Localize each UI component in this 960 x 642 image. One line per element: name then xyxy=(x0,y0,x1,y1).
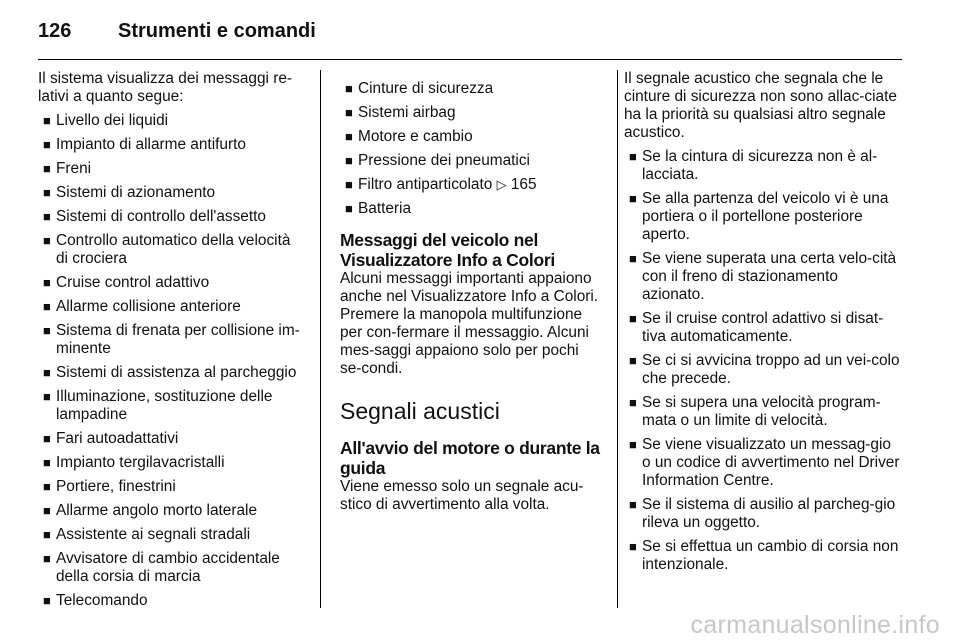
list-item: ■ Assistente ai segnali stradali xyxy=(43,526,251,543)
bullet-icon: ■ xyxy=(345,81,353,96)
bullet-icon: ■ xyxy=(345,153,353,168)
list-item: ■ Cruise control adattivo xyxy=(43,274,210,291)
section-subheading: All'avvio del motore o durante la guida xyxy=(340,438,600,478)
bullet-icon: ■ xyxy=(629,191,637,206)
bullet-icon: ■ xyxy=(629,251,637,266)
header-rule xyxy=(38,59,902,60)
list-item: ■ Sistemi di azionamento xyxy=(43,184,216,201)
bullet-icon: ■ xyxy=(43,161,51,176)
bullet-icon: ■ xyxy=(43,113,51,128)
intro-paragraph: Il segnale acustico che segnala che le cinture di sicurezza non sono allac-ciate ha la priorità su qualsiasi altro segnale acustico. xyxy=(624,70,897,141)
message-list xyxy=(38,112,300,610)
bullet-icon: ■ xyxy=(43,299,51,314)
list-item: ■ Telecomando xyxy=(43,592,148,609)
bullet-icon: ■ xyxy=(43,185,51,200)
list-item: ■ Se la cintura di sicurezza non è al-lacciata. xyxy=(629,148,878,183)
list-item: ■ Illuminazione, sostituzione delle lampadine xyxy=(43,388,273,423)
list-item: ■ Livello dei liquidi xyxy=(43,112,169,129)
xref-triangle-icon[interactable]: ▷ xyxy=(496,177,507,192)
list-item: ■ Freni xyxy=(43,160,92,177)
bullet-icon: ■ xyxy=(345,105,353,120)
bullet-icon: ■ xyxy=(43,389,51,404)
list-item: ■ Se viene superata una certa velo-cità con il freno di stazionamento azionato. xyxy=(629,250,897,303)
column-2 xyxy=(340,70,604,514)
intro-paragraph: Il sistema visualizza dei messaggi re-lativi a quanto segue: xyxy=(38,70,293,105)
bullet-icon: ■ xyxy=(345,129,353,144)
list-item: ■ Se il cruise control adattivo si disat-tiva automaticamente. xyxy=(629,310,884,345)
bullet-icon: ■ xyxy=(345,177,353,192)
bullet-icon: ■ xyxy=(629,395,637,410)
bullet-icon: ■ xyxy=(43,431,51,446)
bullet-icon: ■ xyxy=(43,233,51,248)
list-item: ■ Sistemi di controllo dell'assetto xyxy=(43,208,266,225)
bullet-icon: ■ xyxy=(629,497,637,512)
list-item: ■ Cinture di sicurezza xyxy=(345,80,494,97)
list-item: ■ Fari autoadattativi xyxy=(43,430,179,447)
bullet-icon: ■ xyxy=(43,527,51,542)
running-title: Strumenti e comandi xyxy=(118,20,316,42)
list-item: ■ Batteria xyxy=(345,200,412,217)
column-divider-1 xyxy=(320,70,321,608)
section-subheading: Messaggi del veicolo nel Visualizzatore Info a Colori xyxy=(340,230,555,270)
column-divider-2 xyxy=(617,70,618,608)
body-paragraph: Viene emesso solo un segnale acu-stico di avvertimento alla volta. xyxy=(340,478,584,513)
page-number: 126 xyxy=(38,20,72,42)
bullet-icon: ■ xyxy=(345,201,353,216)
list-item: ■ Sistema di frenata per collisione im-minente xyxy=(43,322,300,357)
bullet-icon: ■ xyxy=(43,503,51,518)
list-item: ■ Sistemi di assistenza al parcheggio xyxy=(43,364,297,381)
bullet-icon: ■ xyxy=(43,551,51,566)
bullet-icon: ■ xyxy=(629,311,637,326)
list-item: ■ Controllo automatico della velocità di crociera xyxy=(43,232,291,267)
list-item: ■ Portiere, finestrini xyxy=(43,478,176,495)
bullet-icon: ■ xyxy=(43,323,51,338)
bullet-icon: ■ xyxy=(629,149,637,164)
bullet-icon: ■ xyxy=(43,479,51,494)
bullet-icon: ■ xyxy=(43,455,51,470)
list-item: ■ Se si effettua un cambio di corsia non intenzionale. xyxy=(629,538,899,573)
column-1 xyxy=(38,70,300,616)
bullet-icon: ■ xyxy=(629,353,637,368)
list-item: ■ Impianto di allarme antifurto xyxy=(43,136,246,153)
body-paragraph: Alcuni messaggi importanti appaiono anche nel Visualizzatore Info a Colori. Premere la manopola multifunzione per con-fermare il messaggio. Alcuni mes-saggi appaiono solo per pochi se-condi. xyxy=(340,270,599,377)
warning-sound-list xyxy=(624,148,902,574)
bullet-icon: ■ xyxy=(43,593,51,608)
column-3 xyxy=(624,70,902,580)
page-reference-link[interactable]: 165 xyxy=(510,176,537,193)
bullet-icon: ■ xyxy=(43,137,51,152)
list-item: ■ Motore e cambio xyxy=(345,128,473,145)
bullet-icon: ■ xyxy=(43,209,51,224)
list-item: ■ Se il sistema di ausilio al parcheg-gio rileva un oggetto. xyxy=(629,496,896,531)
bullet-icon: ■ xyxy=(629,539,637,554)
message-list-continued xyxy=(340,80,604,218)
list-item: ■ Filtro antiparticolato ▷ 165 xyxy=(345,176,537,193)
list-item: ■ Allarme angolo morto laterale xyxy=(43,502,258,519)
list-item: ■ Sistemi airbag xyxy=(345,104,456,121)
list-item: ■ Se viene visualizzato un messag-gio o un codice di avvertimento nel Driver Information Centre. xyxy=(629,436,900,489)
bullet-icon: ■ xyxy=(43,365,51,380)
list-item: ■ Allarme collisione anteriore xyxy=(43,298,241,315)
list-item: ■ Avvisatore di cambio accidentale della corsia di marcia xyxy=(43,550,280,585)
watermark: carmanualsonline.info xyxy=(690,611,940,639)
list-item: ■ Se ci si avvicina troppo ad un vei-colo che precede. xyxy=(629,352,900,387)
page-header xyxy=(38,12,898,52)
list-item: ■ Se alla partenza del veicolo vi è una portiera o il portellone posteriore aperto. xyxy=(629,190,889,243)
section-title: Segnali acustici xyxy=(340,398,500,424)
list-item: ■ Se si supera una velocità program-mata o un limite di velocità. xyxy=(629,394,881,429)
bullet-icon: ■ xyxy=(629,437,637,452)
list-item: ■ Pressione dei pneumatici xyxy=(345,152,530,169)
bullet-icon: ■ xyxy=(43,275,51,290)
list-item: ■ Impianto tergilavacristalli xyxy=(43,454,225,471)
